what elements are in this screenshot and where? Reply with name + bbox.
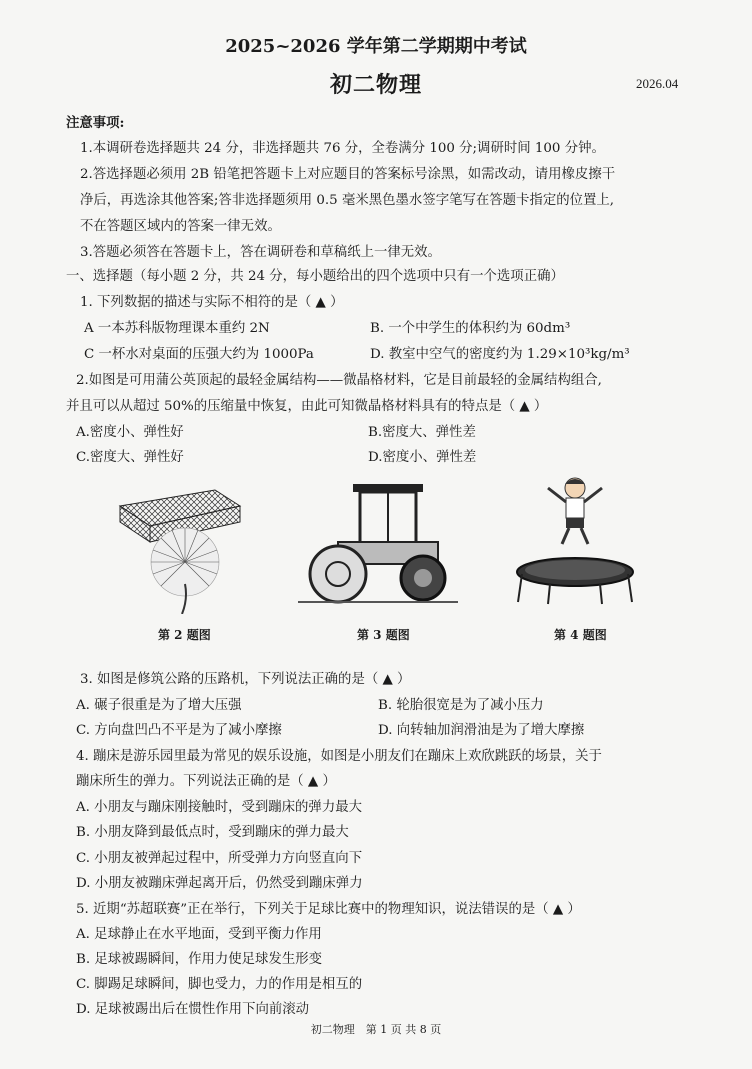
q5-option-d: D. 足球被踢出后在惯性作用下向前滚动	[76, 1002, 310, 1017]
notice-line: 2.答选择题必须用 2B 铅笔把答题卡上对应题目的答案标号涂黑，如需改动，请用橡皮擦干	[80, 167, 616, 182]
q3-option-c: C. 方向盘凹凸不平是为了减小摩擦	[76, 723, 282, 738]
notice-line: 3.答题必须答在答题卡上，答在调研卷和草稿纸上一律无效。	[80, 245, 441, 260]
q3-stem: 3. 如图是修筑公路的压路机，下列说法正确的是（ ▲ ）	[80, 672, 411, 687]
q2-option-a: A.密度小、弹性好	[76, 425, 184, 440]
q2-option-d: D.密度小、弹性差	[368, 450, 477, 465]
road-roller-figure	[298, 476, 458, 606]
q4-stem: 4. 蹦床是游乐园里最为常见的娱乐设施，如图是小朋友们在蹦床上欢欣跳跃的场景，关于	[76, 749, 602, 764]
section-heading: 一、选择题（每小题 2 分，共 24 分，每小题给出的四个选项中只有一个选项正确）	[66, 269, 564, 284]
notice-line: 1.本调研卷选择题共 24 分，非选择题共 76 分，全卷满分 100 分;调研时间 100 分钟。	[80, 141, 605, 156]
q4-option-a: A. 小朋友与蹦床刚接触时，受到蹦床的弹力最大	[76, 800, 362, 815]
figure-4-caption: 第 4 题图	[554, 628, 607, 642]
subject-title: 初二物理	[329, 72, 422, 98]
page-footer: 初二物理 第 1 页 共 8 页	[310, 1023, 442, 1036]
q3-option-d: D. 向转轴加润滑油是为了增大摩擦	[378, 723, 585, 738]
q5-option-b: B. 足球被踢瞬间，作用力使足球发生形变	[76, 952, 322, 967]
q3-option-b: B. 轮胎很宽是为了减小压力	[378, 698, 544, 713]
notice-heading: 注意事项:	[66, 115, 125, 131]
q4-option-c: C. 小朋友被弹起过程中，所受弹力方向竖直向下	[76, 851, 363, 866]
q5-stem: 5. 近期“苏超联赛”正在举行，下列关于足球比赛中的物理知识，说法错误的是（ ▲ ）	[76, 902, 581, 917]
q2-option-b: B.密度大、弹性差	[368, 425, 476, 440]
q2-stem: 并且可以从超过 50%的压缩量中恢复，由此可知微晶格材料具有的特点是（ ▲ ）	[66, 399, 548, 414]
trampoline-figure	[510, 474, 640, 608]
micro-lattice-dandelion-figure	[110, 484, 260, 614]
q1-option-a: A 一本苏科版物理课本重约 2N	[84, 321, 270, 336]
q5-option-a: A. 足球静止在水平地面，受到平衡力作用	[76, 927, 322, 942]
q2-option-c: C.密度大、弹性好	[76, 450, 184, 465]
q4-stem: 蹦床所生的弹力。下列说法正确的是（ ▲ ）	[76, 774, 336, 789]
q3-option-a: A. 碾子很重是为了增大压强	[76, 698, 242, 713]
figure-3-caption: 第 3 题图	[357, 628, 410, 642]
q4-option-b: B. 小朋友降到最低点时，受到蹦床的弹力最大	[76, 825, 349, 840]
q1-option-d: D. 教室中空气的密度约为 1.29×10³kg/m³	[370, 347, 630, 362]
q4-option-d: D. 小朋友被蹦床弹起离开后，仍然受到蹦床弹力	[76, 876, 363, 891]
exam-title: 2025~2026 学年第二学期期中考试	[225, 36, 527, 57]
figure-2-caption: 第 2 题图	[158, 628, 211, 642]
q2-stem: 2.如图是可用蒲公英顶起的最轻金属结构——微晶格材料，它是目前最轻的金属结构组合,	[76, 373, 602, 388]
q1-stem: 1. 下列数据的描述与实际不相符的是（ ▲ ）	[80, 295, 344, 310]
q1-option-b: B. 一个中学生的体积约为 60dm³	[370, 321, 571, 336]
notice-line: 净后，再选涂其他答案;答非选择题须用 0.5 毫米黑色墨水签字笔写在答题卡指定的位置上,	[80, 193, 615, 208]
notice-line: 不在答题区域内的答案一律无效。	[80, 219, 281, 234]
exam-date: 2026.04	[636, 76, 679, 91]
q5-option-c: C. 脚踢足球瞬间，脚也受力，力的作用是相互的	[76, 977, 363, 992]
q1-option-c: C 一杯水对桌面的压强大约为 1000Pa	[84, 347, 314, 362]
